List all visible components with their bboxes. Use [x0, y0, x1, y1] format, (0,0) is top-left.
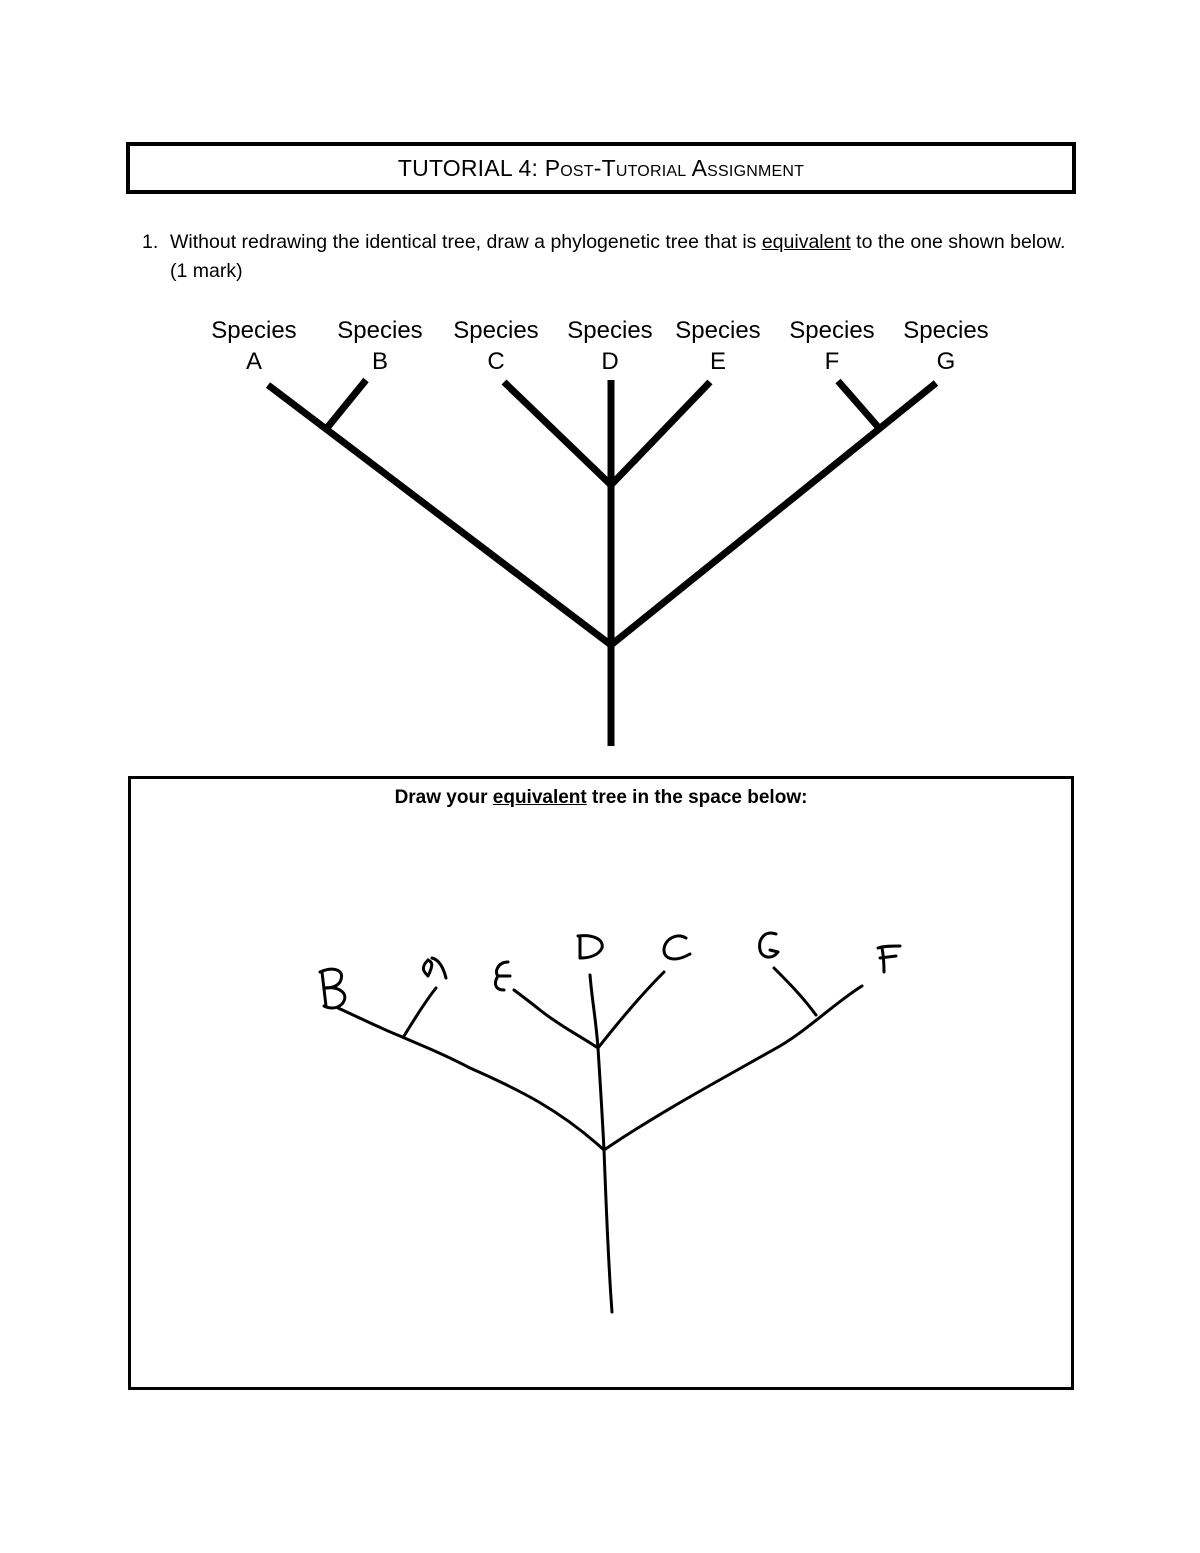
species-label-c: C: [487, 348, 505, 375]
species-label-f: F: [824, 348, 840, 375]
branch-f: [838, 381, 879, 428]
question-emphasis: equivalent: [761, 231, 851, 253]
answer-box[interactable]: [128, 776, 1074, 1390]
species-word-a: Species: [211, 317, 297, 344]
species-word-f: Species: [789, 317, 875, 344]
species-word-b: Species: [337, 317, 423, 344]
species-word-d: Species: [567, 317, 653, 344]
branch-g: [611, 383, 936, 645]
title-prefix: TUTORIAL 4:: [397, 154, 545, 181]
species-label-b: B: [371, 348, 389, 375]
answer-heading-after: tree in the space below:: [586, 787, 808, 808]
question-text-before: Without redrawing the identical tree, draw a phylogenetic tree that is: [170, 231, 762, 253]
answer-heading-before: Draw your: [394, 787, 493, 808]
species-label-a: A: [245, 348, 263, 375]
species-word-c: Species: [453, 317, 539, 344]
species-label-g: G: [936, 348, 956, 375]
question-text: [170, 228, 1072, 286]
question-number: 1.: [142, 231, 159, 253]
answer-heading-emphasis: equivalent: [492, 787, 587, 808]
title-box: [126, 142, 1076, 194]
question-text-after: to the one shown below. (1 mark): [170, 231, 1066, 282]
branch-c: [504, 382, 611, 485]
species-word-e: Species: [675, 317, 761, 344]
printed-phylogenetic-tree: [0, 300, 1200, 760]
branch-e: [611, 382, 710, 485]
title-main: Post-Tutorial Assignment: [544, 154, 805, 181]
branch-b: [327, 380, 366, 428]
species-word-g: Species: [903, 317, 989, 344]
species-label-e: E: [709, 348, 727, 375]
species-label-d: D: [601, 348, 619, 375]
species-labels: [211, 317, 988, 375]
printed-tree-branches: [268, 380, 936, 746]
branch-a: [268, 385, 611, 645]
page-title: [398, 155, 804, 182]
question-1: [142, 228, 1072, 286]
answer-heading: [131, 787, 1071, 809]
